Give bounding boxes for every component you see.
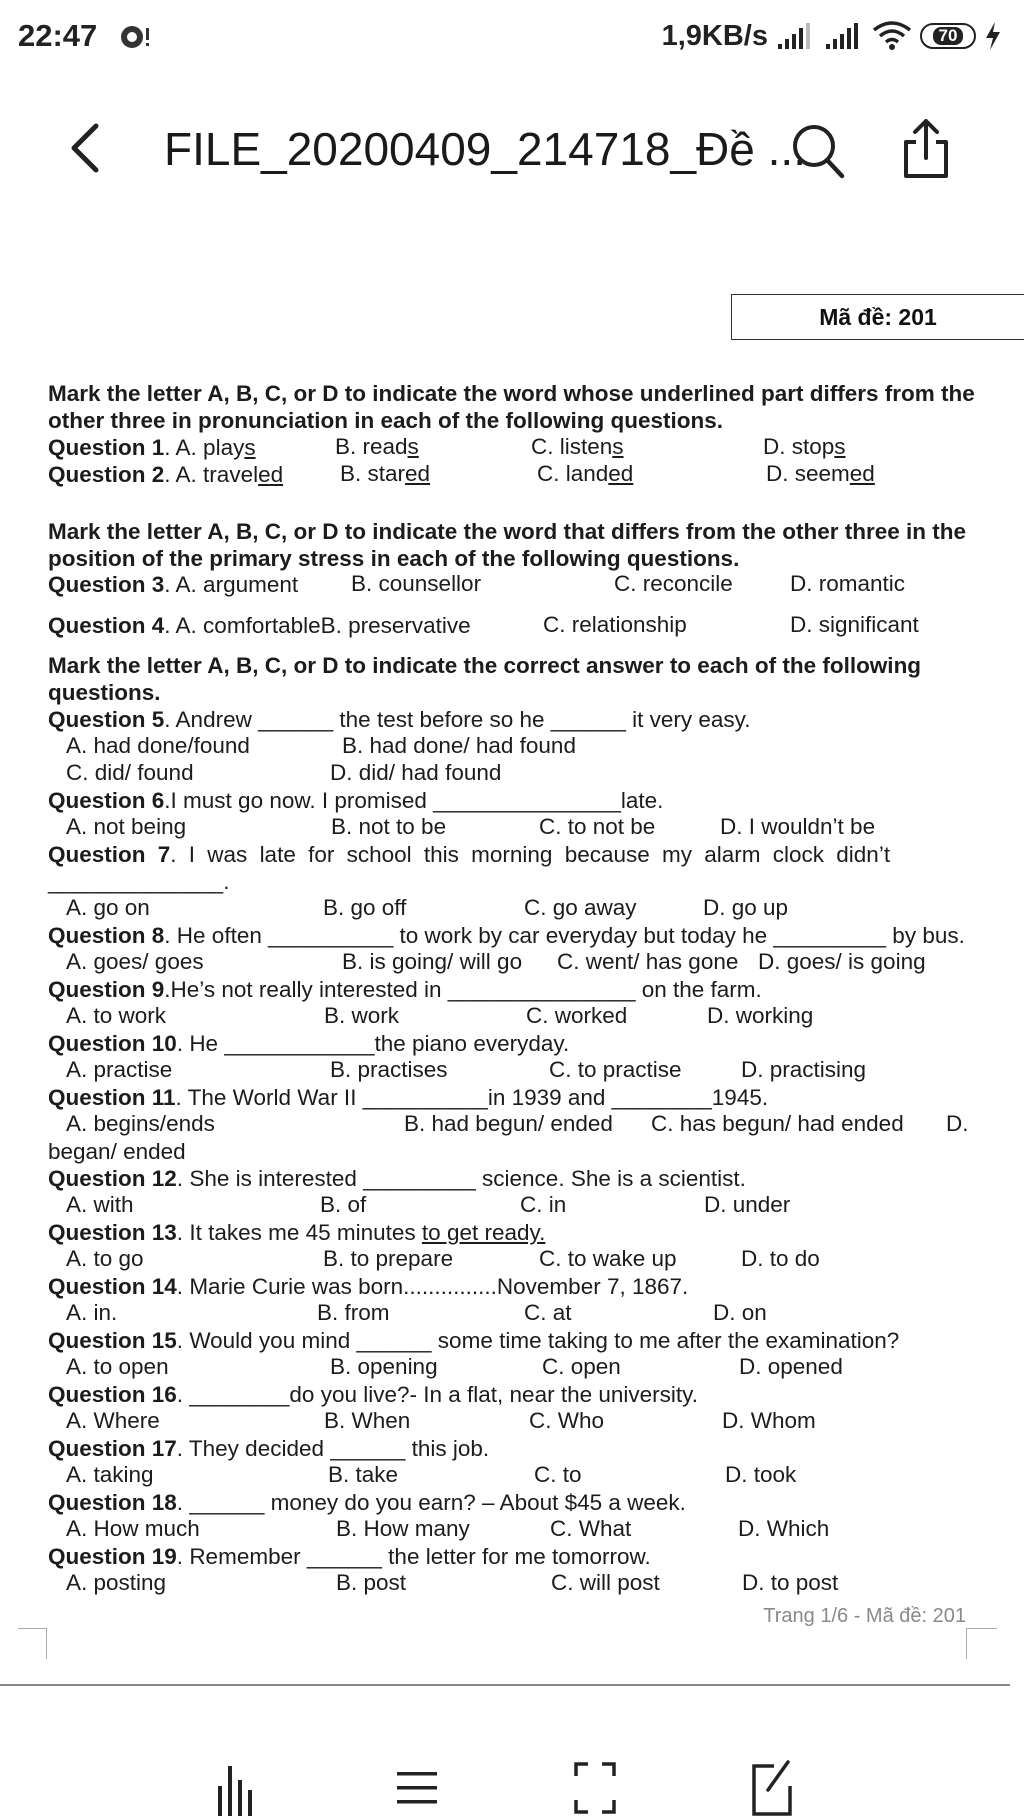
q4-option-d[interactable]: D. significant xyxy=(790,612,919,637)
q10-option-c[interactable]: C. to practise xyxy=(549,1057,682,1082)
question-8: Question 8. He often __________ to work by car everyday but today he _________ by bus. xyxy=(48,923,965,948)
list-icon[interactable] xyxy=(393,1756,443,1816)
q9-option-a[interactable]: A. to work xyxy=(66,1003,167,1028)
section3-instruction: Mark the letter A, B, C, or D to indicate the correct answer to each of the following xyxy=(48,653,922,678)
question-2: Question 2. A. traveled xyxy=(48,462,284,487)
crop-icon[interactable] xyxy=(570,1756,620,1816)
q17-option-b[interactable]: B. take xyxy=(328,1462,399,1487)
q5-option-c[interactable]: C. did/ found xyxy=(66,760,194,785)
signal-icon xyxy=(776,22,816,50)
question-16: Question 16. ________do you live?- In a flat, near the university. xyxy=(48,1382,698,1407)
q12-option-a[interactable]: A. with xyxy=(66,1192,134,1217)
q10-option-b[interactable]: B. practises xyxy=(330,1057,448,1082)
charging-icon xyxy=(984,21,1002,51)
q15-option-d[interactable]: D. opened xyxy=(739,1354,843,1379)
question-13: Question 13. It takes me 45 minutes to get ready. xyxy=(48,1220,546,1245)
q8-option-c[interactable]: C. went/ has gone xyxy=(557,949,739,974)
q2-option-c[interactable]: C. landed xyxy=(537,461,634,486)
q14-option-c[interactable]: C. at xyxy=(524,1300,572,1325)
question-10: Question 10. He ____________the piano everyday. xyxy=(48,1031,570,1056)
q11-option-d-cont[interactable]: began/ ended xyxy=(48,1139,186,1164)
q14-option-b[interactable]: B. from xyxy=(317,1300,390,1325)
notification-icon xyxy=(118,22,152,52)
question-17: Question 17. They decided ______ this job. xyxy=(48,1436,490,1461)
q8-option-a[interactable]: A. goes/ goes xyxy=(66,949,204,974)
chart-icon[interactable] xyxy=(214,1756,264,1816)
q5-option-a[interactable]: A. had done/found xyxy=(66,733,250,758)
share-icon[interactable] xyxy=(900,118,952,180)
q14-option-d[interactable]: D. on xyxy=(713,1300,767,1325)
question-15: Question 15. Would you mind ______ some time taking to me after the examination? xyxy=(48,1328,900,1353)
q11-option-c[interactable]: C. has begun/ had ended xyxy=(651,1111,904,1136)
q7-option-b[interactable]: B. go off xyxy=(323,895,407,920)
battery-indicator: 70 xyxy=(920,23,976,49)
question-7-cont: ______________. xyxy=(48,869,230,894)
page-divider xyxy=(0,1684,1010,1686)
section2-instruction: Mark the letter A, B, C, or D to indicate the word that differs from the other three in the xyxy=(48,519,967,544)
q3-option-d[interactable]: D. romantic xyxy=(790,571,906,596)
q12-option-b[interactable]: B. of xyxy=(320,1192,367,1217)
edit-icon[interactable] xyxy=(746,1756,796,1816)
q19-option-d[interactable]: D. to post xyxy=(742,1570,839,1595)
q19-option-b[interactable]: B. post xyxy=(336,1570,407,1595)
q6-option-c[interactable]: C. to not be xyxy=(539,814,656,839)
section1-instruction: Mark the letter A, B, C, or D to indicate the word whose underlined part differs from the xyxy=(48,381,975,406)
app-bar xyxy=(0,90,1024,210)
q3-option-c[interactable]: C. reconcile xyxy=(614,571,733,596)
q13-option-b[interactable]: B. to prepare xyxy=(323,1246,454,1271)
q9-option-d[interactable]: D. working xyxy=(707,1003,814,1028)
q6-option-a[interactable]: A. not being xyxy=(66,814,187,839)
section2-instruction-cont: position of the primary stress in each of the following questions. xyxy=(48,546,740,571)
question-12: Question 12. She is interested _________ science. She is a scientist. xyxy=(48,1166,746,1191)
q1-option-c[interactable]: C. listens xyxy=(531,434,624,459)
status-time: 22:47 xyxy=(18,18,98,53)
file-title: FILE_20200409_214718_Đề ... xyxy=(164,123,806,175)
q15-option-b[interactable]: B. opening xyxy=(330,1354,438,1379)
signal-icon-2 xyxy=(824,22,864,50)
q16-option-b[interactable]: B. When xyxy=(324,1408,411,1433)
q15-option-c[interactable]: C. open xyxy=(542,1354,621,1379)
q9-option-b[interactable]: B. work xyxy=(324,1003,400,1028)
q15-option-a[interactable]: A. to open xyxy=(66,1354,169,1379)
q18-option-d[interactable]: D. Which xyxy=(738,1516,830,1541)
q1-option-d[interactable]: D. stops xyxy=(763,434,846,459)
q16-option-c[interactable]: C. Who xyxy=(529,1408,605,1433)
page-corner-mark-left xyxy=(18,1628,47,1659)
q10-option-d[interactable]: D. practising xyxy=(741,1057,867,1082)
q3-option-b[interactable]: B. counsellor xyxy=(351,571,482,596)
status-bar xyxy=(0,0,1024,76)
q13-option-d[interactable]: D. to do xyxy=(741,1246,820,1271)
q13-option-a[interactable]: A. to go xyxy=(66,1246,144,1271)
q19-option-c[interactable]: C. will post xyxy=(551,1570,660,1595)
page-corner-mark-right xyxy=(966,1628,997,1659)
q7-option-a[interactable]: A. go on xyxy=(66,895,150,920)
q17-option-d[interactable]: D. took xyxy=(725,1462,797,1487)
q2-option-b[interactable]: B. stared xyxy=(340,461,431,486)
bottom-toolbar xyxy=(0,1690,1024,1820)
q4-option-c[interactable]: C. relationship xyxy=(543,612,687,637)
q11-option-d[interactable]: D. xyxy=(946,1111,969,1136)
q2-option-d[interactable]: D. seemed xyxy=(766,461,875,486)
q18-option-c[interactable]: C. What xyxy=(550,1516,632,1541)
question-7: Question 7. I was late for school this morning because my alarm clock didn’t xyxy=(48,842,891,867)
q7-option-d[interactable]: D. go up xyxy=(703,895,789,920)
q17-option-a[interactable]: A. taking xyxy=(66,1462,154,1487)
q14-option-a[interactable]: A. in. xyxy=(66,1300,118,1325)
back-icon[interactable] xyxy=(62,120,110,176)
q5-option-d[interactable]: D. did/ had found xyxy=(330,760,502,785)
question-9: Question 9.He’s not really interested in _______________ on the farm. xyxy=(48,977,762,1002)
section1-instruction-cont: other three in pronunciation in each of the following questions. xyxy=(48,408,724,433)
page-footer: Trang 1/6 - Mã đề: 201 xyxy=(763,1605,966,1627)
q6-option-d[interactable]: D. I wouldn’t be xyxy=(720,814,876,839)
q18-option-a[interactable]: A. How much xyxy=(66,1516,200,1541)
question-3: Question 3. A. argument xyxy=(48,572,299,597)
q12-option-d[interactable]: D. under xyxy=(704,1192,791,1217)
search-icon[interactable] xyxy=(790,120,846,180)
section3-instruction-cont: questions. xyxy=(48,680,161,705)
q7-option-c[interactable]: C. go away xyxy=(524,895,637,920)
q8-option-d[interactable]: D. goes/ is going xyxy=(758,949,926,974)
q16-option-d[interactable]: D. Whom xyxy=(722,1408,816,1433)
q11-option-b[interactable]: B. had begun/ ended xyxy=(404,1111,613,1136)
wifi-icon xyxy=(872,20,912,52)
question-1: Question 1. A. plays xyxy=(48,435,256,460)
question-11: Question 11. The World War II __________in 1939 and ________1945. xyxy=(48,1085,769,1110)
q17-option-c[interactable]: C. to xyxy=(534,1462,582,1487)
q11-option-a[interactable]: A. begins/ends xyxy=(66,1111,215,1136)
question-6: Question 6.I must go now. I promised _______________late. xyxy=(48,788,664,813)
question-18: Question 18. ______ money do you earn? – About $45 a week. xyxy=(48,1490,686,1515)
question-14: Question 14. Marie Curie was born...............November 7, 1867. xyxy=(48,1274,689,1299)
q16-option-a[interactable]: A. Where xyxy=(66,1408,160,1433)
q19-option-a[interactable]: A. posting xyxy=(66,1570,167,1595)
q18-option-b[interactable]: B. How many xyxy=(336,1516,470,1541)
q6-option-b[interactable]: B. not to be xyxy=(331,814,447,839)
question-4: Question 4. A. comfortableB. preservative xyxy=(48,613,471,638)
q10-option-a[interactable]: A. practise xyxy=(66,1057,173,1082)
q12-option-c[interactable]: C. in xyxy=(520,1192,567,1217)
q5-option-b[interactable]: B. had done/ had found xyxy=(342,733,576,758)
q13-option-c[interactable]: C. to wake up xyxy=(539,1246,677,1271)
q9-option-c[interactable]: C. worked xyxy=(526,1003,628,1028)
q1-option-b[interactable]: B. reads xyxy=(335,434,419,459)
exam-code-box: Mã đề: 201 xyxy=(731,294,1024,340)
q8-option-b[interactable]: B. is going/ will go xyxy=(342,949,523,974)
network-speed: 1,9KB/s xyxy=(661,19,768,52)
question-5: Question 5. Andrew ______ the test before so he ______ it very easy. xyxy=(48,707,751,732)
question-19: Question 19. Remember ______ the letter for me tomorrow. xyxy=(48,1544,651,1569)
